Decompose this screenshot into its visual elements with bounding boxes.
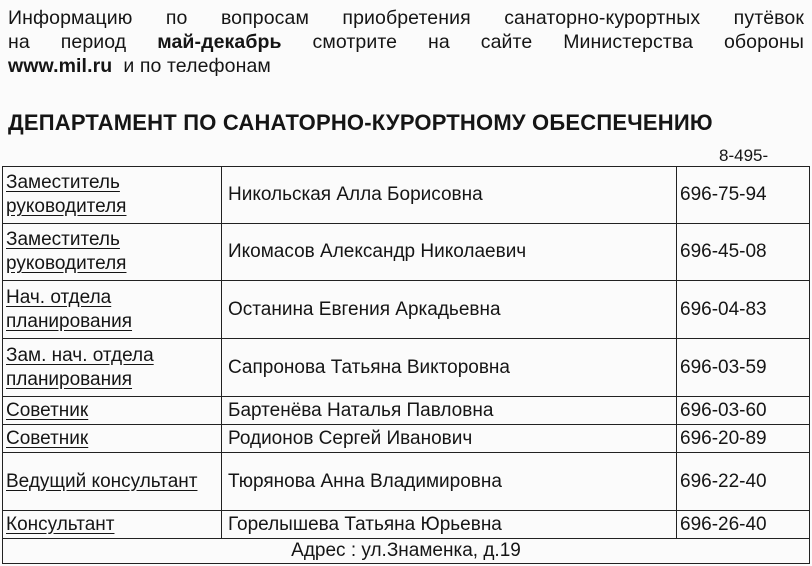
name-cell: Никольская Алла Борисовна <box>222 167 677 224</box>
table-row <box>3 453 810 511</box>
phone-cell: 696-22-40 <box>677 453 810 511</box>
phone-code: 8-495- <box>719 146 769 165</box>
phone-cell: 696-20-89 <box>677 425 810 453</box>
intro-line-2 <box>8 30 804 54</box>
position-cell: Зам. нач. отдела планирования <box>3 339 222 397</box>
name-cell: Горелышева Татьяна Юрьевна <box>222 511 677 539</box>
intro-line-3 <box>8 54 804 78</box>
intro-period-label: на период <box>8 31 127 53</box>
intro-phones-text: и по телефонам <box>123 55 271 77</box>
position-cell: Советник <box>3 397 222 425</box>
contacts-table <box>2 166 810 539</box>
name-cell: Останина Евгения Аркадьевна <box>222 281 677 339</box>
name-cell: Родионов Сергей Иванович <box>222 425 677 453</box>
name-cell: Икомасов Александр Николаевич <box>222 224 677 281</box>
table-row <box>3 397 810 425</box>
address-footer: Адрес : ул.Знаменка, д.19 <box>2 538 810 564</box>
phone-cell: 696-75-94 <box>677 167 810 224</box>
position-cell: Консультант <box>3 511 222 539</box>
table-row <box>3 425 810 453</box>
intro-period-value: май-декабрь <box>157 31 282 53</box>
name-cell: Бартенёва Наталья Павловна <box>222 397 677 425</box>
department-heading: ДЕПАРТАМЕНТ ПО САНАТОРНО-КУРОРТНОМУ ОБЕСПЕЧЕНИЮ <box>8 110 713 135</box>
position-cell: Заместитель руководителя <box>3 167 222 224</box>
phone-cell: 696-26-40 <box>677 511 810 539</box>
table-row <box>3 281 810 339</box>
intro-paragraph <box>8 6 804 78</box>
table-row <box>3 167 810 224</box>
position-cell: Ведущий консультант <box>3 453 222 511</box>
phone-cell: 696-45-08 <box>677 224 810 281</box>
table-row <box>3 224 810 281</box>
position-cell: Нач. отдела планирования <box>3 281 222 339</box>
intro-line-1: Информацию по вопросам приобретения санаторно-курортных путёвок <box>8 7 804 29</box>
table-row <box>3 339 810 397</box>
table-row <box>3 511 810 539</box>
intro-site-text: смотрите на сайте Министерства обороны <box>312 31 804 53</box>
phone-cell: 696-04-83 <box>677 281 810 339</box>
phone-cell: 696-03-59 <box>677 339 810 397</box>
phone-cell: 696-03-60 <box>677 397 810 425</box>
position-cell: Советник <box>3 425 222 453</box>
name-cell: Сапронова Татьяна Викторовна <box>222 339 677 397</box>
website-link[interactable]: www.mil.ru <box>8 55 113 77</box>
name-cell: Тюрянова Анна Владимировна <box>222 453 677 511</box>
position-cell: Заместитель руководителя <box>3 224 222 281</box>
